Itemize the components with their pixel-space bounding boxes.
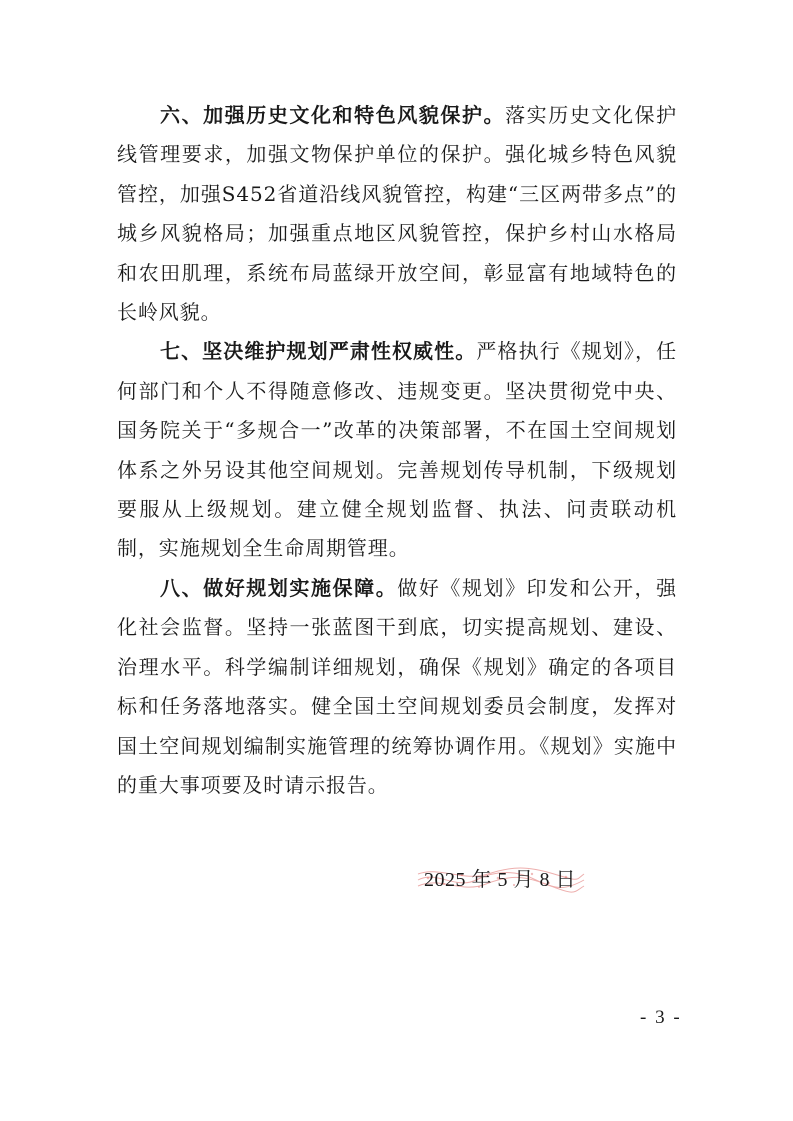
- paragraph-section-7: [117, 332, 677, 568]
- paragraph-section-8: [117, 569, 677, 805]
- page-number: - 3 -: [640, 1007, 682, 1028]
- signature-date-block: [424, 864, 594, 896]
- section-7-text: 严格执行《规划》，任何部门和个人不得随意修改、违规变更。坚决贯彻党中央、国务院关于“多规合一”改革的决策部署，不在国土空间规划体系之外另设其他空间规划。完善规划传导机制，下级规划要服从上级规划。建立健全规划监督、执法、问责联动机制，实施规划全生命周期管理。: [117, 339, 677, 561]
- document-date: 2025 年 5 月 8 日: [424, 869, 576, 891]
- section-8-text: 做好《规划》印发和公开，强化社会监督。坚持一张蓝图干到底，切实提高规划、建设、治理水平。科学编制详细规划，确保《规划》确定的各项目标和任务落地落实。健全国土空间规划委员会制度，发挥对国土空间规划编制实施管理的统筹协调作用。《规划》实施中的重大事项要及时请示报告。: [117, 575, 677, 797]
- document-body: [117, 96, 677, 805]
- section-7-heading: 七、坚决维护规划严肃性权威性。: [160, 339, 477, 364]
- section-6-heading: 六、加强历史文化和特色风貌保护。: [160, 103, 506, 127]
- section-6-text: 落实历史文化保护线管理要求，加强文物保护单位的保护。强化城乡特色风貌管控，加强S452省道沿线风貌管控，构建“三区两带多点”的城乡风貌格局；加强重点地区风貌管控，保护乡村山水格局和农田肌理，系统布局蓝绿开放空间，彰显富有地域特色的长岭风貌。: [117, 103, 677, 325]
- section-8-heading: 八、做好规划实施保障。: [160, 575, 398, 600]
- paragraph-section-6: [117, 96, 677, 332]
